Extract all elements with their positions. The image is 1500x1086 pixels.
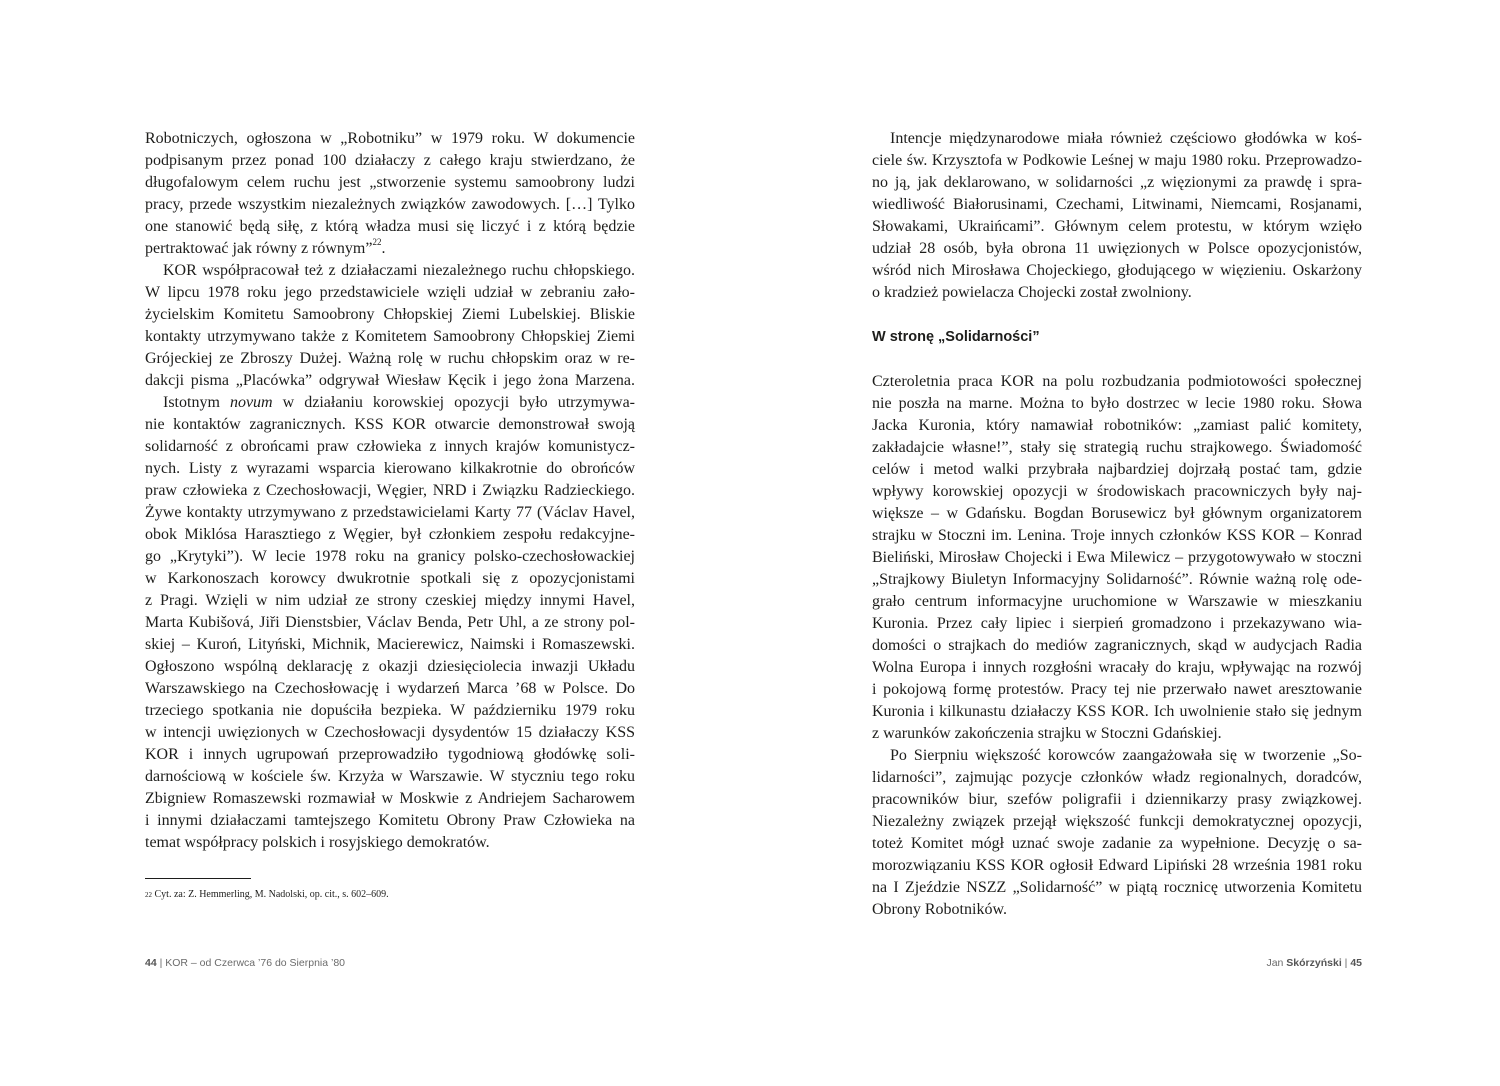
text-line-content: Warszawskiego na Czechosłowację i wydarzeń Marca ’68 w Polsce. Do (145, 680, 635, 697)
text-line (872, 260, 1362, 282)
footnote-rule (145, 878, 251, 879)
text-line (872, 481, 1362, 503)
text-line-content: wiedliwość Białorusinami, Czechami, Litwinami, Niemcami, Rosjanami, (872, 196, 1362, 213)
italic-term: novum (229, 394, 273, 411)
text-line-content: Robotniczych, ogłoszona w „Robotniku” w 1979 roku. W dokumencie (145, 130, 635, 147)
text-line (145, 260, 635, 282)
text-line-content: w Karkonoszach korowcy dwukrotnie spotkali się z opozycjonistami (145, 570, 635, 587)
text-line (872, 503, 1362, 525)
text-line (145, 590, 635, 612)
author-first-name: Jan (1266, 957, 1287, 969)
text-line-content: W lipcu 1978 roku jego przedstawiciele wzięli udział w zebraniu zało- (145, 284, 635, 301)
text-line-content: Jacka Kuronia, który namawiał robotników: „zamiast palić komitety, (872, 417, 1362, 434)
text-line-content: Ogłoszono wspólną deklarację z okazji dziesięciolecia inwazji Układu (145, 658, 635, 675)
text-line-content: Po Sierpniu większość korowców zaangażowała się w tworzenie „So- (890, 747, 1362, 764)
text-line-content: ciele św. Krzysztofa w Podkowie Leśnej w maju 1980 roku. Przeprowadzo- (872, 152, 1362, 169)
text-line (145, 612, 635, 634)
text-line (145, 414, 635, 436)
text-line-content: długofalowym celem ruchu jest „stworzenie systemu samoobrony ludzi (145, 174, 635, 191)
running-title: | KOR – od Czerwca ’76 do Sierpnia ’80 (156, 957, 346, 969)
text-line (872, 415, 1362, 437)
text-line-content: praw człowieka z Czechosłowacji, Węgier, NRD i Związku Radzieckiego. (145, 482, 635, 499)
text-line-continuation: . (381, 240, 386, 257)
text-line (872, 547, 1362, 569)
text-line (145, 216, 635, 238)
text-line-content: nych. Listy z wyrazami wsparcia kierowano kilkakrotnie do obrońców (145, 460, 635, 477)
text-line (145, 656, 635, 678)
text-line (872, 855, 1362, 877)
text-line-content: temat współpracy polskich i rosyjskiego demokratów. (145, 834, 490, 851)
text-line-content: solidarność z obrońcami praw człowieka z innych krajów komunistycz- (145, 438, 635, 455)
text-line (145, 392, 635, 414)
text-line-content: domości o strajkach do mediów zagranicznych, skąd w audycjach Radia (872, 637, 1362, 654)
text-line-content: grało centrum informacyjne uruchomione w Warszawie w mieszkaniu (872, 593, 1362, 610)
running-separator: | (1341, 957, 1351, 969)
text-line-content: Wolna Europa i innych rozgłośni wracały do kraju, wpływając na rozwój (872, 659, 1362, 676)
text-line (872, 393, 1362, 415)
text-line (145, 700, 635, 722)
text-line-content: z warunków zakończenia strajku w Stoczni Gdańskiej. (872, 725, 1222, 742)
text-line (145, 568, 635, 590)
text-line (872, 194, 1362, 216)
text-line-content: Obrony Robotników. (872, 901, 1007, 918)
text-line (872, 789, 1362, 811)
text-line-content: Czteroletnia praca KOR na polu rozbudzania podmiotowości społecznej (872, 373, 1362, 390)
text-line (872, 150, 1362, 172)
text-line (872, 525, 1362, 547)
text-line (872, 811, 1362, 833)
text-line (145, 678, 635, 700)
text-line-content: wpływy korowskiej opozycji w środowiskach pracowniczych były naj- (872, 483, 1362, 500)
text-line (872, 437, 1362, 459)
text-line-content: o kradzież powielacza Chojecki został zwolniony. (872, 284, 1192, 301)
text-line (145, 810, 635, 832)
text-line (145, 150, 635, 172)
text-line (145, 634, 635, 656)
text-line-content: Kuronia i kilkunastu działaczy KSS KOR. Ich uwolnienie stało się jednym (872, 703, 1362, 720)
text-line (145, 172, 635, 194)
text-line (145, 546, 635, 568)
text-line-content: i innymi działaczami tamtejszego Komitetu Obrony Praw Człowieka na (145, 812, 635, 829)
text-line-content: życielskim Komitetu Samoobrony Chłopskiej Ziemi Lubelskiej. Bliskie (145, 306, 635, 323)
text-line-content: wśród nich Mirosława Chojeckiego, głodującego w więzieniu. Oskarżony (872, 262, 1362, 279)
text-line-content: darnościową w kościele św. Krzyża w Warszawie. W styczniu tego roku (145, 768, 635, 785)
author-last-name: Skórzyński (1286, 957, 1342, 969)
text-line-content: z Pragi. Wzięli w nim udział ze strony czeskiej między innymi Havel, (145, 592, 635, 609)
text-line-content: obok Miklósa Harasztiego z Węgier, był członkiem zespołu redakcyjne- (145, 526, 635, 543)
text-line (145, 282, 635, 304)
footnote-text: Cyt. za: Z. Hemmerling, M. Nadolski, op. cit., s. 602–609. (152, 889, 389, 900)
text-line-content: Marta Kubišová, Jiři Dienstsbier, Václav Benda, Petr Uhl, a ze strony pol- (145, 614, 635, 631)
text-line-content: udział 28 osób, była obrona 11 uwięzionych w Polsce opozycjonistów, (872, 240, 1362, 257)
text-line (872, 172, 1362, 194)
text-line (145, 480, 635, 502)
text-line (872, 216, 1362, 238)
text-line-content: i pokojową formę protestów. Pracy tej nie przerwało nawet aresztowanie (872, 681, 1362, 698)
text-line-content: na I Zjeździe NSZZ „Solidarność” w piątą rocznicę utworzenia Komitetu (872, 879, 1362, 896)
text-line (872, 238, 1362, 260)
text-line-content: „Strajkowy Biuletyn Informacyjny Solidarność”. Równie ważną rolę ode- (872, 571, 1362, 588)
section-heading: W stronę „Solidarności” (872, 329, 1040, 345)
text-line (872, 701, 1362, 723)
text-line (145, 128, 635, 150)
text-line-content: KOR i innych ugrupowań przeprowadziło tygodniową głodówkę soli- (145, 746, 635, 763)
text-line (145, 194, 635, 216)
text-line-content: skiej – Kuroń, Lityński, Michnik, Macierewicz, Naimski i Romaszewski. (145, 636, 635, 653)
text-line-content: go „Krytyki”). W lecie 1978 roku na granicy polsko-czechosłowackiej (145, 548, 635, 565)
text-line (872, 613, 1362, 635)
text-line (872, 723, 1362, 745)
text-line (145, 766, 635, 788)
text-line-content: Grójeckiej ze Zbroszy Dużej. Ważną rolę w ruchu chłopskim oraz w re- (145, 350, 635, 367)
text-line (872, 459, 1362, 481)
text-line-content: podpisanym przez ponad 100 działaczy z całego kraju stwierdzano, że (145, 152, 635, 169)
text-line-content: Bieliński, Mirosław Chojecki i Ewa Milewicz – przygotowywało w stoczni (872, 549, 1362, 566)
text-line (872, 745, 1362, 767)
text-line (872, 877, 1362, 899)
text-line-content: celów i metod walki przybrała najbardziej dojrzałą postać tam, gdzie (872, 461, 1362, 478)
text-line (145, 370, 635, 392)
text-line (145, 832, 635, 854)
text-line (872, 591, 1362, 613)
text-line (145, 326, 635, 348)
text-line-content: nie kontaktów zagranicznych. KSS KOR otwarcie demonstrował swoją (145, 416, 635, 433)
page-number-left: 44 (145, 957, 157, 969)
text-line-content: w intencji uwięzionych w Czechosłowacji dysydentów 15 działaczy KSS (145, 724, 635, 741)
text-line (145, 502, 635, 524)
text-line-content: lidarności”, zajmując pozycje członków władz regionalnych, doradców, (872, 769, 1362, 786)
footnote (145, 888, 389, 902)
text-line-content: no ją, jak deklarowano, w solidarności „z więzionymi za prawdę i spra- (872, 174, 1362, 191)
text-line (145, 436, 635, 458)
text-line-content: pracowników biur, szefów poligrafii i dziennikarzy prasy związkowej. (872, 791, 1362, 808)
text-line-content: KOR współpracował też z działaczami niezależnego ruchu chłopskiego. (163, 262, 635, 279)
right-text-column (872, 128, 1362, 921)
text-line (872, 569, 1362, 591)
text-line-content: Istotnym (163, 394, 230, 411)
text-line (872, 635, 1362, 657)
footnote-number: 22 (145, 891, 152, 899)
footnote-reference: 22 (372, 237, 382, 247)
text-line (145, 524, 635, 546)
text-line-content: pertraktować jak równy z równym” (145, 240, 373, 257)
text-line-content: Zbigniew Romaszewski rozmawiał w Moskwie z Andriejem Sacharowem (145, 790, 635, 807)
text-line (872, 128, 1362, 150)
text-line-content: dakcji pisma „Placówka” odgrywał Wiesław Kęcik i jego żona Marzena. (145, 372, 635, 389)
running-footer-right (1266, 957, 1362, 969)
text-line-content: Niezależny związek przejął większość funkcji demokratycznej opozycji, (872, 813, 1362, 830)
right-page (750, 0, 1500, 1086)
text-line (145, 722, 635, 744)
text-line-content: Intencje międzynarodowe miała również częściowo głodówka w koś- (890, 130, 1362, 147)
text-line (145, 348, 635, 370)
text-line (872, 899, 1362, 921)
text-line-content: Słowakami, Ukraińcami”. Głównym celem protestu, w którym wzięło (872, 218, 1362, 235)
page-number-right: 45 (1350, 957, 1362, 969)
text-line (872, 833, 1362, 855)
text-line (872, 767, 1362, 789)
text-line-content: pracy, przede wszystkim niezależnych związków zawodowych. […] Tylko (145, 196, 635, 213)
text-line-content: strajku w Stoczni im. Lenina. Troje innych członków KSS KOR – Konrad (872, 527, 1362, 544)
text-line-content: Żywe kontakty utrzymywano z przedstawicielami Karty 77 (Václav Havel, (145, 504, 635, 521)
text-line-content: one stanowić będą siłę, z którą władza musi się liczyć i z którą będzie (145, 218, 635, 235)
text-line-content: toteż Komitet mógł uznać swoje zadanie za wypełnione. Decyzję o sa- (872, 835, 1362, 852)
text-line (872, 371, 1362, 393)
paragraph-group-before-heading (872, 128, 1362, 304)
running-footer-left (145, 957, 345, 969)
text-line-content: kontakty utrzymywano także z Komitetem Samoobrony Chłopskiej Ziemi (145, 328, 635, 345)
text-line-content: morozwiązaniu KSS KOR ogłosił Edward Lipiński 28 września 1981 roku (872, 857, 1362, 874)
text-line (145, 304, 635, 326)
text-line (145, 458, 635, 480)
left-text-column (145, 128, 635, 854)
text-line (872, 657, 1362, 679)
text-line-continuation: w działaniu korowskiej opozycji było utrzymywa- (272, 394, 636, 411)
text-line-content: Kuronia. Przez cały lipiec i sierpień gromadzono i przekazywano wia- (872, 615, 1362, 632)
text-line (145, 744, 635, 766)
text-line-content: nie poszła na marne. Można to było dostrzec w lecie 1980 roku. Słowa (872, 395, 1362, 412)
text-line (872, 679, 1362, 701)
paragraph-group-after-heading (872, 371, 1362, 921)
text-line (145, 788, 635, 810)
text-line (145, 238, 635, 260)
text-line-content: większe – w Gdańsku. Bogdan Borusewicz był głównym organizatorem (872, 505, 1362, 522)
text-line (872, 282, 1362, 304)
text-line-content: zakładajcie własne!”, stały się strategią ruchu strajkowego. Świadomość (872, 439, 1362, 456)
text-line-content: trzeciego spotkania nie dopuściła bezpieka. W październiku 1979 roku (145, 702, 635, 719)
